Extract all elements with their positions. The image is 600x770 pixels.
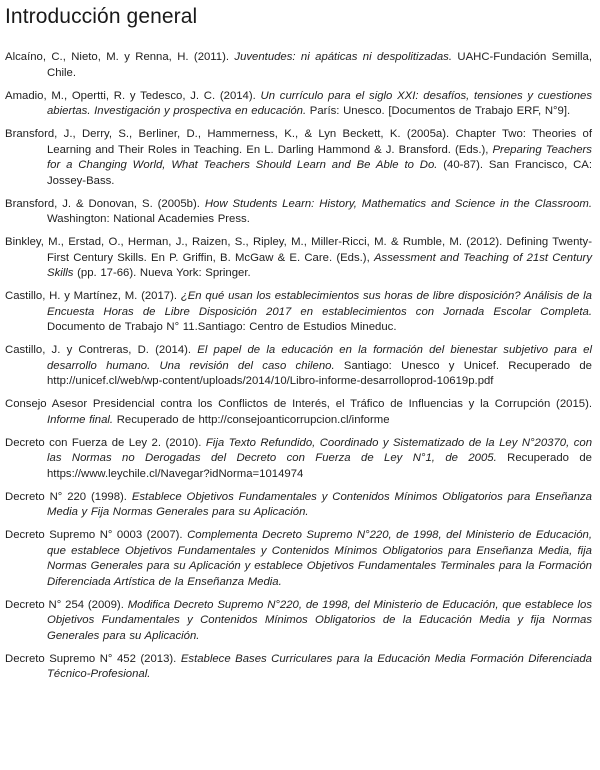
reference-work-title: Fija Texto Refundido, Coordinado y Sistematizado de la Ley N°20370, con las Normas no Derogadas del Decreto con Fuerza de Ley N°1, de 2005. (47, 436, 593, 464)
reference-text: Binkley, M., Erstad, O., Herman, J., Raizen, S., Ripley, M., Miller-Ricci, M. & Rumble, M. (2012). Defining Twenty-First Century Skills. En P. Griffin, B. McGaw & E. Care. (Eds.), (5, 236, 592, 264)
reference-text: Recuperado de https://www.leychile.cl/Navegar?idNorma=1014974 (47, 452, 592, 480)
reference-text: Castillo, H. y Martínez, M. (2017). (5, 290, 181, 302)
reference-work-title: Un currículo para el siglo XXI: desafíos, tensiones y cuestiones abiertas. Investigación y prospectiva en educación. (47, 89, 592, 117)
reference-text: UAHC-Fundación Semilla, Chile. (47, 51, 592, 79)
reference-text: Recuperado de http://consejoanticorrupcion.cl/informe (113, 413, 390, 426)
reference-work-title: How Students Learn: History, Mathematics and Science in the Classroom. (204, 197, 592, 210)
reference-text: Bransford, J. & Donovan, S. (2005b). (5, 197, 205, 210)
reference-entry (5, 652, 592, 683)
reference-text: (pp. 17-66). Nueva York: Springer. (73, 267, 251, 279)
reference-work-title: Assessment and Teaching of 21st Century Skills (47, 251, 592, 279)
reference-entry (5, 289, 592, 336)
reference-text: Consejo Asesor Presidencial contra los Conflictos de Interés, el Tráfico de Influencias y la Corrupción (2015). (5, 398, 592, 410)
reference-work-title: ¿En qué usan los establecimientos sus horas de libre disposición? Análisis de la Encuesta Horas de Libre Disposición 2017 en establecimientos con Jornada Escolar Completa. (47, 290, 592, 318)
reference-entry (5, 490, 592, 521)
reference-text: París: Unesco. [Documentos de Trabajo ERF, N°9]. (306, 105, 571, 117)
reference-text: Washington: National Academies Press. (47, 213, 250, 225)
reference-work-title: Establece Bases Curriculares para la Educación Media Formación Diferenciada Técnico-Profesional. (47, 652, 592, 680)
reference-entry (5, 127, 592, 189)
reference-work-title: Modifica Decreto Supremo N°220, de 1998, del Ministerio de Educación, que establece los Objetivos Fundamentales y Contenidos Mínimos Obligatorios de la Educación Media y fija Normas Generales para su Aplicación. (47, 598, 592, 642)
reference-work-title: Informe final. (47, 413, 114, 426)
reference-entry (5, 89, 592, 120)
reference-work-title: Complementa Decreto Supremo N°220, de 1998, del Ministerio de Educación, que establece Objetivos Fundamentales y Contenidos Mínimos Obligatorios para Enseñanza Media, fija Normas Generales para su Aplicación y establece Objetivos Fundamentales Terminales para la Formación Diferenciada Artística de la Enseñanza Media. (47, 529, 592, 588)
reference-text: Decreto Supremo N° 452 (2013). (5, 652, 181, 665)
reference-work-title: Preparing Teachers for a Changing World, What Teachers Should Learn and Be Able to Do. (47, 143, 592, 171)
reference-entry (5, 343, 592, 390)
page-title: Introducción general (5, 5, 198, 28)
reference-text: Decreto N° 254 (2009). (5, 598, 128, 611)
reference-entry (5, 197, 592, 228)
reference-entry (5, 598, 592, 645)
reference-entry (5, 528, 592, 590)
reference-text: Decreto con Fuerza de Ley 2. (2010). (5, 436, 206, 449)
reference-text: Bransford, J., Derry, S., Berliner, D., Hammerness, K., & Lyn Beckett, K. (2005a). Chapter Two: Theories of Learning and Their Roles in Teaching. En L. Darling Hammond & J. Bransford. (Eds.), (5, 128, 592, 156)
reference-entry (5, 50, 592, 81)
reference-entry (5, 397, 592, 428)
reference-text: Decreto N° 220 (1998). (5, 490, 132, 503)
reference-text: Decreto Supremo N° 0003 (2007). (5, 529, 188, 541)
reference-text: Santiago: Unesco y Unicef. Recuperado de http://unicef.cl/web/wp-content/uploads/2014/10/Libro-informe-desarrolloprod-10619p.pdf (47, 359, 592, 387)
reference-entry (5, 436, 592, 483)
reference-entry (5, 235, 592, 282)
reference-text: Amadio, M., Opertti, R. y Tedesco, J. C. (2014). (5, 89, 261, 102)
reference-work-title: El papel de la educación en la formación del bienestar subjetivo para el desarrollo humano. Una revisión del caso chileno. (47, 344, 592, 372)
reference-text: Documento de Trabajo N° 11.Santiago: Centro de Estudios Mineduc. (47, 321, 397, 333)
reference-text: Alcaíno, C., Nieto, M. y Renna, H. (2011). (5, 51, 235, 63)
references-list (5, 50, 592, 683)
reference-text: (40-87). San Francisco, CA: Jossey-Bass. (47, 159, 592, 187)
reference-work-title: Juventudes: ni apáticas ni despolitizadas. (234, 51, 452, 63)
reference-work-title: Establece Objetivos Fundamentales y Contenidos Mínimos Obligatorios para Enseñanza Media y Fija Normas Generales para su Aplicación. (47, 490, 592, 518)
reference-text: Castillo, J. y Contreras, D. (2014). (5, 344, 198, 356)
